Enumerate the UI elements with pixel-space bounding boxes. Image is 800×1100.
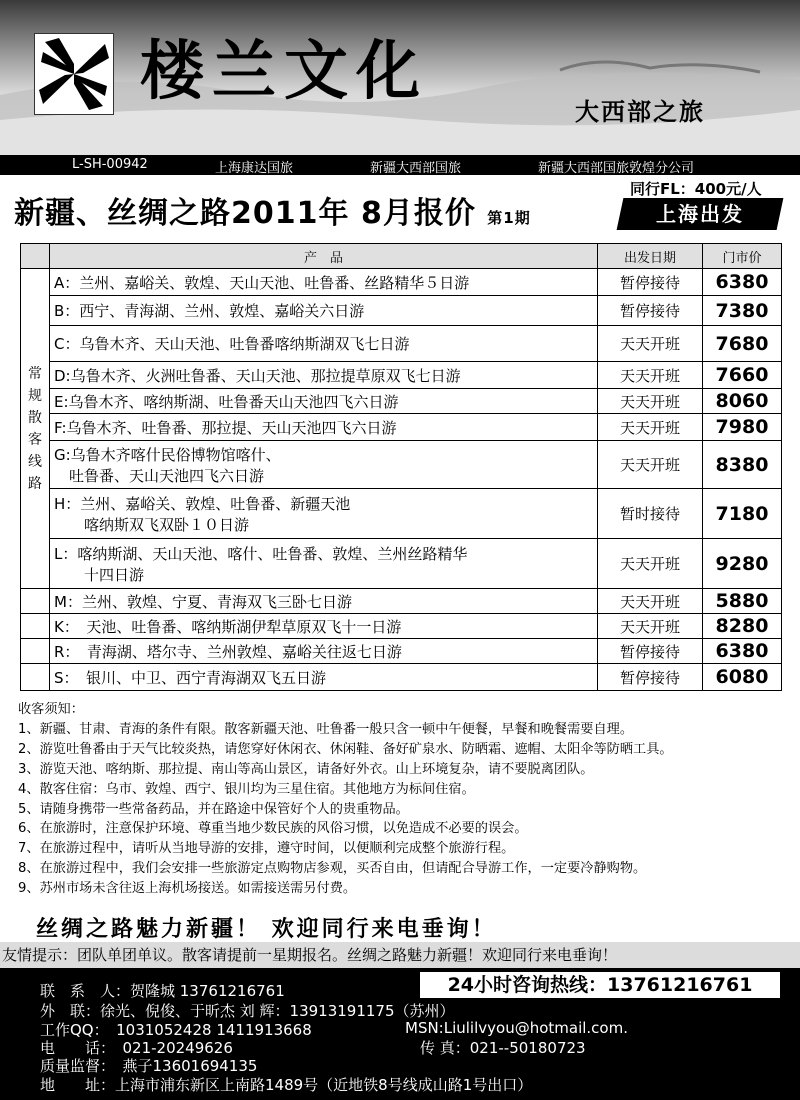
- route-name: E:乌鲁木齐、喀纳斯湖、吐鲁番天山天池四飞六日游: [50, 389, 598, 414]
- quality-supervisor: 质量监督： 燕子13601694135: [40, 1057, 258, 1075]
- departure-status: 暂停接待: [598, 296, 703, 326]
- table-row: [21, 269, 782, 296]
- contact-fax: 传 真：021--50180723: [420, 1039, 586, 1057]
- departure-status: 天天开班: [598, 362, 703, 389]
- trade-price: 同行FL：400元/人: [630, 180, 762, 198]
- agency-name: 新疆大西部国旅: [370, 161, 462, 176]
- product-header: 产 品: [50, 244, 598, 269]
- notice-item: 4、散客住宿：乌市、敦煌、西宁、银川均为三星住宿。其他地方为标间住宿。: [18, 781, 475, 797]
- route-name: C：乌鲁木齐、天山天池、吐鲁番喀纳斯湖双飞七日游: [50, 326, 598, 362]
- contact-phone: 电 话： 021-20249626: [40, 1039, 233, 1057]
- issue-number: 第1期: [487, 209, 531, 227]
- category-spacer: [21, 589, 50, 614]
- price-header: 门市价: [703, 244, 782, 269]
- departure-status: 暂停接待: [598, 269, 703, 296]
- category-spacer: [21, 664, 50, 691]
- table-header-row: [21, 244, 782, 269]
- route-name: A：兰州、嘉峪关、敦煌、天山天池、吐鲁番、丝路精华５日游: [50, 269, 598, 296]
- route-name: K： 天池、吐鲁番、喀纳斯湖伊犁草原双飞十一日游: [50, 614, 598, 639]
- retail-price: 7660: [703, 362, 782, 389]
- table-row: [21, 589, 782, 614]
- table-row: [21, 614, 782, 639]
- departure-label: 上海出发: [656, 202, 744, 226]
- category-spacer: [21, 614, 50, 639]
- departure-status: 天天开班: [598, 441, 703, 489]
- agency-bar: [0, 155, 800, 175]
- retail-price: 6380: [703, 269, 782, 296]
- departure-status: 天天开班: [598, 389, 703, 414]
- departure-status: 暂停接待: [598, 664, 703, 691]
- booking-notice: [18, 700, 788, 899]
- contact-person: 联 系 人：贺隆城 13761216761: [40, 982, 285, 1000]
- table-row: [21, 414, 782, 441]
- contact-address: 地 址：上海市浦东新区上南路1489号（近地铁8号线成山路1号出口）: [40, 1076, 533, 1094]
- table-row: [21, 639, 782, 664]
- brand-title: 楼兰文化: [140, 34, 428, 109]
- route-name: B：西宁、青海湖、兰州、敦煌、嘉峪关六日游: [50, 296, 598, 326]
- notice-item: 6、在旅游时，注意保护环境、尊重当地少数民族的风俗习惯，以免造成不必要的误会。: [18, 821, 528, 837]
- retail-price: 6080: [703, 664, 782, 691]
- departure-status: 暂时接待: [598, 489, 703, 539]
- route-name: G:乌鲁木齐喀什民俗博物馆喀什、 吐鲁番、天山天池四飞六日游: [50, 441, 598, 489]
- retail-price: 8060: [703, 389, 782, 414]
- company-logo: [34, 33, 114, 115]
- route-name: M：兰州、敦煌、宁夏、青海双飞三卧七日游: [50, 589, 598, 614]
- contact-liaison: 外 联：徐光、倪俊、于昕杰 刘 辉：13913191175（苏州）: [40, 1002, 455, 1020]
- license-number: L-SH-00942: [72, 157, 148, 172]
- route-name: S： 银川、中卫、西宁青海湖双飞五日游: [50, 664, 598, 691]
- departure-status: 天天开班: [598, 614, 703, 639]
- departure-badge: [617, 198, 784, 230]
- route-name: F:乌鲁木齐、吐鲁番、那拉提、天山天池四飞六日游: [50, 414, 598, 441]
- date-header: 出发日期: [598, 244, 703, 269]
- pinwheel-logo-icon: [35, 34, 113, 114]
- brand-subtitle: 大西部之旅: [575, 97, 705, 126]
- retail-price: 9280: [703, 539, 782, 589]
- table-row: [21, 296, 782, 326]
- page-title-main: 新疆、丝绸之路2011年 8月报价: [14, 196, 476, 231]
- table-row: [21, 489, 782, 539]
- notice-item: 8、在旅游过程中，我们会安排一些旅游定点购物店参观，买否自由，但请配合导游工作，一定要冷静购物。: [18, 861, 647, 877]
- departure-status: 天天开班: [598, 326, 703, 362]
- table-row: [21, 362, 782, 389]
- notice-item: 1、新疆、甘肃、青海的条件有限。散客新疆天池、吐鲁番一般只含一顿中午便餐，早餐和晚餐需要自理。: [18, 721, 634, 737]
- notice-title: 收客须知：: [18, 702, 84, 717]
- route-name: D:乌鲁木齐、火洲吐鲁番、天山天池、那拉提草原双飞七日游: [50, 362, 598, 389]
- table-row: [21, 539, 782, 589]
- table-row: [21, 326, 782, 362]
- notice-item: 2、游览吐鲁番由于天气比较炎热，请您穿好休闲衣、休闲鞋、备好矿泉水、防晒霜、遮帽、太阳伞等防晒工具。: [18, 741, 673, 757]
- retail-price: 7680: [703, 326, 782, 362]
- friendly-tip: 友情提示：团队单团单议。散客请提前一星期报名。丝绸之路魅力新疆！欢迎同行来电垂询！: [0, 942, 800, 968]
- notice-item: 7、在旅游过程中，请听从当地导游的安排，遵守时间，以便顺利完成整个旅游行程。: [18, 841, 515, 857]
- retail-price: 8280: [703, 614, 782, 639]
- agency-name: 上海康达国旅: [215, 161, 294, 176]
- retail-price: 6380: [703, 639, 782, 664]
- retail-price: 7980: [703, 414, 782, 441]
- route-name: L：喀纳斯湖、天山天池、喀什、吐鲁番、敦煌、兰州丝路精华 十四日游: [50, 539, 598, 589]
- category-label: 常 规 散 客 线 路: [21, 269, 50, 589]
- retail-price: 7180: [703, 489, 782, 539]
- table-row: [21, 664, 782, 691]
- page-title: [14, 188, 531, 232]
- retail-price: 8380: [703, 441, 782, 489]
- contact-qq: 工作QQ： 1031052428 1411913668: [40, 1021, 312, 1039]
- table-row: [21, 389, 782, 414]
- route-name: R： 青海湖、塔尔寺、兰州敦煌、嘉峪关往返七日游: [50, 639, 598, 664]
- contact-msn: MSN:Liulilvyou@hotmail.com.: [405, 1019, 628, 1037]
- hotline-badge: 24小时咨询热线：13761216761: [420, 972, 780, 998]
- retail-price: 7380: [703, 296, 782, 326]
- departure-status: 天天开班: [598, 414, 703, 441]
- table-row: [21, 441, 782, 489]
- slogan: 丝绸之路魅力新疆！ 欢迎同行来电垂询！: [36, 916, 497, 942]
- notice-item: 3、游览天池、喀纳斯、那拉提、南山等高山景区，请备好外衣。山上环境复杂，请不要脱离团队。: [18, 761, 594, 777]
- route-price-table: [20, 243, 782, 691]
- departure-status: 暂停接待: [598, 639, 703, 664]
- route-name: H：兰州、嘉峪关、敦煌、吐鲁番、新疆天池 喀纳斯双飞双卧１０日游: [50, 489, 598, 539]
- notice-item: 5、请随身携带一些常备药品，并在路途中保管好个人的贵重物品。: [18, 801, 409, 817]
- notice-item: 9、苏州市场未含往返上海机场接送。如需接送需另付费。: [18, 881, 357, 897]
- category-header-cell: [21, 244, 50, 269]
- departure-status: 天天开班: [598, 539, 703, 589]
- category-spacer: [21, 639, 50, 664]
- retail-price: 5880: [703, 589, 782, 614]
- header-banner: [0, 0, 800, 155]
- agency-name: 新疆大西部国旅敦煌分公司: [538, 161, 695, 176]
- departure-status: 天天开班: [598, 589, 703, 614]
